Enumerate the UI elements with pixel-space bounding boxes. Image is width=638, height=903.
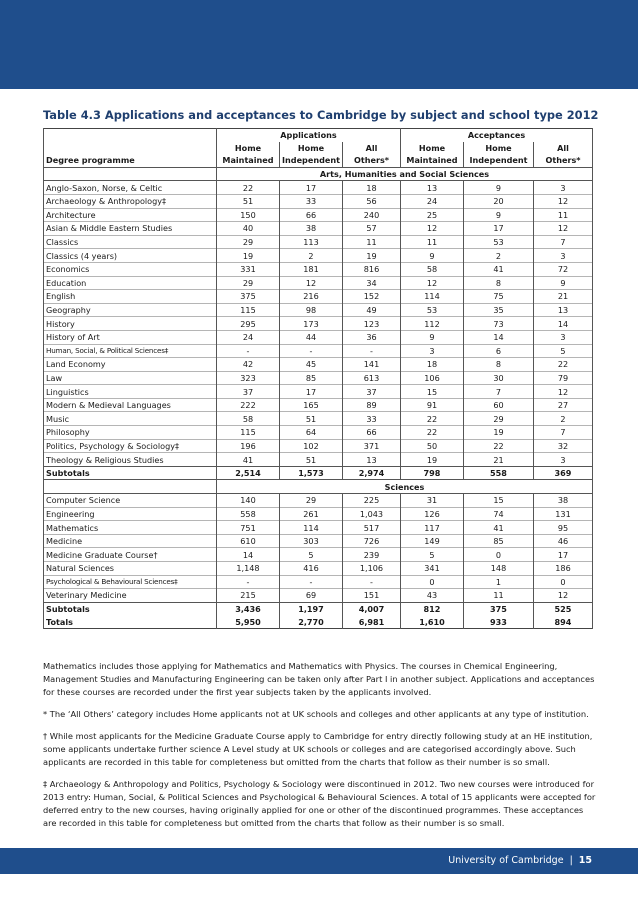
col-header: Maintained: [217, 154, 280, 167]
value-cell: 17: [280, 385, 343, 399]
table-row: [44, 194, 593, 208]
value-cell: 148: [464, 562, 534, 576]
value-cell: 41: [464, 262, 534, 276]
table-row: [44, 276, 593, 290]
value-cell: 123: [343, 317, 401, 331]
value-cell: 22: [217, 181, 280, 195]
value-cell: -: [280, 344, 343, 358]
value-cell: 5: [534, 344, 593, 358]
value-cell: 74: [464, 507, 534, 521]
value-cell: 517: [343, 521, 401, 535]
value-cell: 69: [280, 589, 343, 603]
value-cell: 24: [217, 330, 280, 344]
value-cell: 46: [534, 534, 593, 548]
degree-name: Natural Sciences: [44, 562, 217, 576]
table-row: [44, 181, 593, 195]
value-cell: 1,197: [280, 602, 343, 615]
degree-name: Music: [44, 412, 217, 426]
value-cell: 5,950: [217, 615, 280, 628]
total-row: [44, 615, 593, 628]
degree-name: Architecture: [44, 208, 217, 222]
value-cell: 1: [464, 575, 534, 589]
section-blank: [44, 167, 217, 181]
value-cell: 13: [534, 303, 593, 317]
col-header: Home: [401, 142, 464, 155]
value-cell: 27: [534, 398, 593, 412]
value-cell: 37: [217, 385, 280, 399]
value-cell: 85: [464, 534, 534, 548]
col-header: Others*: [343, 154, 401, 167]
value-cell: 29: [217, 276, 280, 290]
table-row: [44, 453, 593, 467]
value-cell: 558: [217, 507, 280, 521]
value-cell: 117: [401, 521, 464, 535]
value-cell: 13: [401, 181, 464, 195]
value-cell: 20: [464, 194, 534, 208]
value-cell: 115: [217, 426, 280, 440]
value-cell: 894: [534, 615, 593, 628]
value-cell: 12: [534, 222, 593, 236]
degree-programme-header: Degree programme: [44, 154, 217, 167]
value-cell: 89: [343, 398, 401, 412]
col-header: All: [343, 142, 401, 155]
header-blank: [44, 129, 217, 142]
table-row: [44, 344, 593, 358]
table-row: [44, 521, 593, 535]
value-cell: 141: [343, 358, 401, 372]
table-row: [44, 548, 593, 562]
value-cell: 42: [217, 358, 280, 372]
value-cell: 239: [343, 548, 401, 562]
value-cell: 113: [280, 235, 343, 249]
value-cell: 56: [343, 194, 401, 208]
value-cell: 66: [343, 426, 401, 440]
value-cell: 95: [534, 521, 593, 535]
value-cell: 15: [401, 385, 464, 399]
section-blank: [44, 480, 217, 494]
value-cell: 222: [217, 398, 280, 412]
value-cell: 1,148: [217, 562, 280, 576]
subtotal-row: [44, 466, 593, 480]
value-cell: 798: [401, 466, 464, 480]
value-cell: 7: [534, 235, 593, 249]
value-cell: 22: [401, 426, 464, 440]
value-cell: -: [343, 344, 401, 358]
value-cell: 6,981: [343, 615, 401, 628]
value-cell: 7: [464, 385, 534, 399]
value-cell: 22: [401, 412, 464, 426]
value-cell: 613: [343, 371, 401, 385]
value-cell: 34: [343, 276, 401, 290]
note: ‡ Archaeology & Anthropology and Politics, Psychology & Sociology were discontinued in 2012. Two new courses were introduced for 2013 entry: Human, Social, & Political Sciences and Psychological & Behavioural Sciences. A total of 15 applicants were accepted for deferred entry to the new courses, having originally applied for one or other of the discontinued programmes. These acceptances are recorded in this table for completeness but omitted from the charts that follow as their number is so small.: [43, 779, 596, 828]
section-title: Sciences: [217, 480, 593, 494]
value-cell: 12: [534, 194, 593, 208]
value-cell: 2,770: [280, 615, 343, 628]
degree-name: Politics, Psychology & Sociology‡: [44, 439, 217, 453]
value-cell: 331: [217, 262, 280, 276]
value-cell: 51: [280, 412, 343, 426]
value-cell: 9: [401, 249, 464, 263]
value-cell: 51: [217, 194, 280, 208]
value-cell: 4,007: [343, 602, 401, 615]
note: † While most applicants for the Medicine Graduate Course apply to Cambridge for entry directly following study at an HE institution, some applicants undertake further science A Level study at UK schools or colleges and are categorised accordingly above. Such applicants are recorded in this table for completeness but omitted from the charts that follow as their number is so small.: [43, 731, 593, 767]
table-row: [44, 507, 593, 521]
value-cell: 5: [401, 548, 464, 562]
value-cell: 1,043: [343, 507, 401, 521]
value-cell: 216: [280, 290, 343, 304]
degree-name: Subtotals: [44, 602, 217, 615]
value-cell: 933: [464, 615, 534, 628]
value-cell: 151: [343, 589, 401, 603]
value-cell: 41: [217, 453, 280, 467]
value-cell: 181: [280, 262, 343, 276]
value-cell: 19: [343, 249, 401, 263]
value-cell: 11: [534, 208, 593, 222]
value-cell: 51: [280, 453, 343, 467]
value-cell: 186: [534, 562, 593, 576]
table-row: [44, 371, 593, 385]
value-cell: 9: [464, 208, 534, 222]
value-cell: 19: [217, 249, 280, 263]
value-cell: 53: [401, 303, 464, 317]
col-header: Independent: [280, 154, 343, 167]
value-cell: 98: [280, 303, 343, 317]
value-cell: 37: [343, 385, 401, 399]
value-cell: 35: [464, 303, 534, 317]
value-cell: 43: [401, 589, 464, 603]
degree-name: Medicine Graduate Course†: [44, 548, 217, 562]
value-cell: 131: [534, 507, 593, 521]
col-header: Home: [280, 142, 343, 155]
degree-name: Medicine: [44, 534, 217, 548]
value-cell: 30: [464, 371, 534, 385]
table-row: [44, 385, 593, 399]
col-header: Others*: [534, 154, 593, 167]
value-cell: 79: [534, 371, 593, 385]
value-cell: 33: [280, 194, 343, 208]
table-body: [44, 167, 593, 628]
value-cell: 91: [401, 398, 464, 412]
value-cell: 15: [464, 494, 534, 508]
value-cell: 50: [401, 439, 464, 453]
value-cell: 2: [464, 249, 534, 263]
degree-name: Mathematics: [44, 521, 217, 535]
value-cell: 31: [401, 494, 464, 508]
value-cell: 3: [534, 249, 593, 263]
value-cell: 112: [401, 317, 464, 331]
header-row-1: [44, 142, 593, 155]
degree-name: Psychological & Behavioural Sciences‡: [44, 575, 217, 589]
value-cell: 18: [343, 181, 401, 195]
table-row: [44, 290, 593, 304]
degree-name: Anglo-Saxon, Norse, & Celtic: [44, 181, 217, 195]
value-cell: 751: [217, 521, 280, 535]
value-cell: 152: [343, 290, 401, 304]
table-row: [44, 235, 593, 249]
header-row-2: [44, 154, 593, 167]
value-cell: 369: [534, 466, 593, 480]
footer-band: [0, 848, 638, 874]
value-cell: 44: [280, 330, 343, 344]
header-band: [0, 0, 638, 89]
header-row-groups: [44, 129, 593, 142]
col-header: Independent: [464, 154, 534, 167]
value-cell: 24: [401, 194, 464, 208]
table-row: [44, 330, 593, 344]
value-cell: 610: [217, 534, 280, 548]
value-cell: 173: [280, 317, 343, 331]
header-applications: Applications: [217, 129, 401, 142]
value-cell: 57: [343, 222, 401, 236]
header-blank: [44, 142, 217, 155]
table-row: [44, 439, 593, 453]
degree-name: Human, Social, & Political Sciences‡: [44, 344, 217, 358]
degree-name: Modern & Medieval Languages: [44, 398, 217, 412]
value-cell: 12: [401, 276, 464, 290]
degree-name: Land Economy: [44, 358, 217, 372]
footer-text: [448, 855, 592, 866]
value-cell: -: [217, 344, 280, 358]
value-cell: 40: [217, 222, 280, 236]
value-cell: 21: [464, 453, 534, 467]
col-header: Maintained: [401, 154, 464, 167]
value-cell: 41: [464, 521, 534, 535]
value-cell: 2,974: [343, 466, 401, 480]
col-header: All: [534, 142, 593, 155]
page-number: 15: [578, 855, 592, 866]
value-cell: 1,573: [280, 466, 343, 480]
value-cell: 0: [534, 575, 593, 589]
table-row: [44, 317, 593, 331]
value-cell: 525: [534, 602, 593, 615]
value-cell: 11: [343, 235, 401, 249]
value-cell: 102: [280, 439, 343, 453]
table-row: [44, 589, 593, 603]
degree-name: Subtotals: [44, 466, 217, 480]
value-cell: 8: [464, 276, 534, 290]
value-cell: 341: [401, 562, 464, 576]
value-cell: 303: [280, 534, 343, 548]
value-cell: 38: [534, 494, 593, 508]
value-cell: 0: [464, 548, 534, 562]
degree-name: English: [44, 290, 217, 304]
value-cell: 75: [464, 290, 534, 304]
section-header-row: [44, 167, 593, 181]
value-cell: 1,106: [343, 562, 401, 576]
degree-name: History of Art: [44, 330, 217, 344]
value-cell: 12: [534, 589, 593, 603]
value-cell: 29: [280, 494, 343, 508]
table-row: [44, 262, 593, 276]
value-cell: 58: [217, 412, 280, 426]
value-cell: 416: [280, 562, 343, 576]
value-cell: 6: [464, 344, 534, 358]
degree-name: Geography: [44, 303, 217, 317]
value-cell: 3: [534, 330, 593, 344]
value-cell: 25: [401, 208, 464, 222]
value-cell: 17: [280, 181, 343, 195]
degree-name: Totals: [44, 615, 217, 628]
table-row: [44, 398, 593, 412]
table-row: [44, 426, 593, 440]
value-cell: 816: [343, 262, 401, 276]
value-cell: 114: [280, 521, 343, 535]
table-row: [44, 208, 593, 222]
value-cell: 19: [401, 453, 464, 467]
value-cell: 33: [343, 412, 401, 426]
value-cell: 149: [401, 534, 464, 548]
value-cell: 240: [343, 208, 401, 222]
value-cell: 53: [464, 235, 534, 249]
degree-name: Philosophy: [44, 426, 217, 440]
degree-name: Engineering: [44, 507, 217, 521]
degree-name: Veterinary Medicine: [44, 589, 217, 603]
value-cell: 18: [401, 358, 464, 372]
value-cell: 11: [401, 235, 464, 249]
value-cell: 19: [464, 426, 534, 440]
value-cell: 150: [217, 208, 280, 222]
value-cell: 106: [401, 371, 464, 385]
table-row: [44, 222, 593, 236]
table-title: Table 4.3 Applications and acceptances to Cambridge by subject and school type 2012: [43, 108, 599, 122]
value-cell: 22: [534, 358, 593, 372]
value-cell: 115: [217, 303, 280, 317]
value-cell: 22: [464, 439, 534, 453]
degree-name: Asian & Middle Eastern Studies: [44, 222, 217, 236]
value-cell: 5: [280, 548, 343, 562]
value-cell: 36: [343, 330, 401, 344]
footer-org: University of Cambridge: [448, 855, 564, 866]
value-cell: 60: [464, 398, 534, 412]
value-cell: 225: [343, 494, 401, 508]
value-cell: 9: [464, 181, 534, 195]
value-cell: 0: [401, 575, 464, 589]
value-cell: 38: [280, 222, 343, 236]
section-title: Arts, Humanities and Social Sciences: [217, 167, 593, 181]
value-cell: 14: [534, 317, 593, 331]
degree-name: Law: [44, 371, 217, 385]
degree-name: Economics: [44, 262, 217, 276]
degree-name: Theology & Religious Studies: [44, 453, 217, 467]
value-cell: -: [217, 575, 280, 589]
value-cell: 2: [534, 412, 593, 426]
table-row: [44, 562, 593, 576]
notes: [43, 660, 599, 839]
value-cell: 8: [464, 358, 534, 372]
value-cell: 7: [534, 426, 593, 440]
value-cell: 14: [217, 548, 280, 562]
value-cell: 3: [534, 453, 593, 467]
value-cell: 2: [280, 249, 343, 263]
value-cell: 32: [534, 439, 593, 453]
value-cell: -: [280, 575, 343, 589]
value-cell: 375: [217, 290, 280, 304]
degree-name: Linguistics: [44, 385, 217, 399]
value-cell: 85: [280, 371, 343, 385]
value-cell: 3: [401, 344, 464, 358]
value-cell: 12: [401, 222, 464, 236]
value-cell: 73: [464, 317, 534, 331]
value-cell: 11: [464, 589, 534, 603]
value-cell: 17: [464, 222, 534, 236]
col-header: Home: [217, 142, 280, 155]
value-cell: 12: [534, 385, 593, 399]
value-cell: 261: [280, 507, 343, 521]
value-cell: 558: [464, 466, 534, 480]
degree-name: History: [44, 317, 217, 331]
subtotal-row: [44, 602, 593, 615]
value-cell: 323: [217, 371, 280, 385]
value-cell: 9: [401, 330, 464, 344]
table-row: [44, 249, 593, 263]
value-cell: 13: [343, 453, 401, 467]
value-cell: 165: [280, 398, 343, 412]
value-cell: 66: [280, 208, 343, 222]
value-cell: 49: [343, 303, 401, 317]
value-cell: 64: [280, 426, 343, 440]
section-header-row: [44, 480, 593, 494]
value-cell: 3: [534, 181, 593, 195]
value-cell: 3,436: [217, 602, 280, 615]
value-cell: 14: [464, 330, 534, 344]
value-cell: 72: [534, 262, 593, 276]
value-cell: 375: [464, 602, 534, 615]
col-header: Home: [464, 142, 534, 155]
applications-table: [43, 128, 593, 629]
note: Mathematics includes those applying for Mathematics and Mathematics with Physics. The courses in Chemical Engineering, Management Studies and Manufacturing Engineering can be taken only after Part I in another subject. Applications and acceptances for these courses are recorded under the first year subjects taken by the applicants involved.: [43, 661, 595, 697]
value-cell: 12: [280, 276, 343, 290]
value-cell: 58: [401, 262, 464, 276]
table-row: [44, 412, 593, 426]
value-cell: 114: [401, 290, 464, 304]
value-cell: 29: [217, 235, 280, 249]
degree-name: Classics (4 years): [44, 249, 217, 263]
table-row: [44, 303, 593, 317]
table-row: [44, 494, 593, 508]
value-cell: 140: [217, 494, 280, 508]
table-row: [44, 575, 593, 589]
value-cell: 126: [401, 507, 464, 521]
degree-name: Education: [44, 276, 217, 290]
footer-separator: |: [569, 855, 573, 866]
value-cell: 196: [217, 439, 280, 453]
value-cell: 371: [343, 439, 401, 453]
degree-name: Archaeology & Anthropology‡: [44, 194, 217, 208]
value-cell: 21: [534, 290, 593, 304]
value-cell: 215: [217, 589, 280, 603]
value-cell: 9: [534, 276, 593, 290]
table-row: [44, 358, 593, 372]
header-acceptances: Acceptances: [401, 129, 593, 142]
value-cell: 726: [343, 534, 401, 548]
value-cell: 2,514: [217, 466, 280, 480]
value-cell: 17: [534, 548, 593, 562]
degree-name: Computer Science: [44, 494, 217, 508]
value-cell: 29: [464, 412, 534, 426]
value-cell: 1,610: [401, 615, 464, 628]
note: * The ‘All Others’ category includes Home applicants not at UK schools and colleges and other applicants at any type of institution.: [43, 709, 589, 719]
value-cell: -: [343, 575, 401, 589]
value-cell: 45: [280, 358, 343, 372]
table-row: [44, 534, 593, 548]
degree-name: Classics: [44, 235, 217, 249]
value-cell: 295: [217, 317, 280, 331]
value-cell: 812: [401, 602, 464, 615]
